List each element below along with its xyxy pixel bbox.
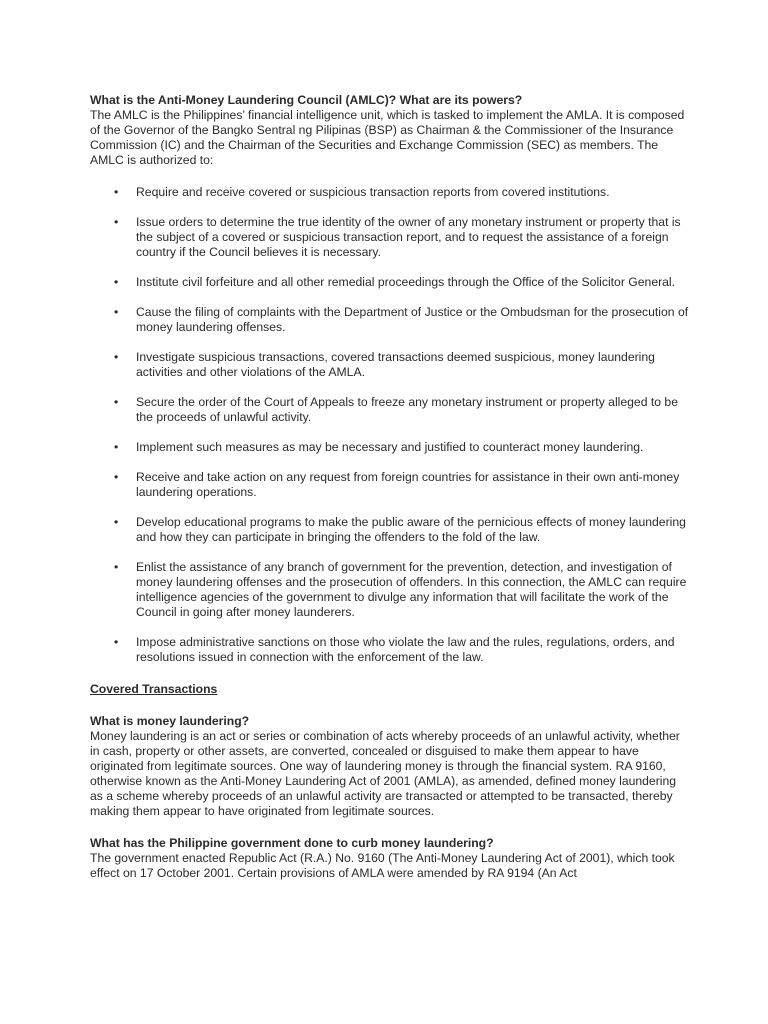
amlc-powers-list: [90, 185, 690, 665]
list-item: [90, 470, 690, 500]
list-item: [90, 515, 690, 545]
list-item: [90, 350, 690, 380]
list-item-text: Issue orders to determine the true identity of the owner of any monetary instrument or property that is the subject of a covered or suspicious transaction report, and to request the assistance of a foreign country if the Council believes it is necessary.: [136, 215, 681, 259]
bullet-icon: •: [114, 560, 119, 574]
list-item-text: Require and receive covered or suspicious transaction reports from covered institutions.: [136, 185, 610, 199]
bullet-icon: •: [114, 305, 119, 319]
bullet-icon: •: [114, 275, 119, 289]
bullet-icon: •: [114, 515, 119, 529]
bullet-icon: •: [114, 215, 119, 229]
list-item-text: Implement such measures as may be necessary and justified to counteract money laundering.: [136, 440, 644, 454]
bullet-icon: •: [114, 185, 119, 199]
list-item-text: Enlist the assistance of any branch of government for the prevention, detection, and investigation of money laundering offenses and the prosecution of offenders. In this connection, the AMLC can require intelligence agencies of the government to divulge any information that will facilitate the work of the Council in going after money launderers.: [136, 560, 687, 619]
list-item-text: Cause the filing of complaints with the Department of Justice or the Ombudsman for the prosecution of money laundering offenses.: [136, 305, 689, 334]
bullet-icon: •: [114, 350, 119, 364]
list-item: [90, 185, 690, 200]
list-item-text: Secure the order of the Court of Appeals to freeze any monetary instrument or property alleged to be the proceeds of unlawful activity.: [136, 395, 678, 424]
list-item: [90, 635, 690, 665]
covered-transactions-title: Covered Transactions: [90, 682, 218, 696]
money-laundering-section: [90, 714, 690, 819]
bullet-icon: •: [114, 635, 119, 649]
list-item-text: Impose administrative sanctions on those who violate the law and the rules, regulations, orders, and resolutions issued in connection with the enforcement of the law.: [136, 635, 675, 664]
list-item-text: Institute civil forfeiture and all other remedial proceedings through the Office of the Solicitor General.: [136, 275, 676, 289]
list-item: [90, 440, 690, 455]
list-item: [90, 215, 690, 260]
government-section: [90, 836, 690, 881]
list-item: [90, 275, 690, 290]
list-item: [90, 395, 690, 425]
bullet-icon: •: [114, 470, 119, 484]
bullet-icon: •: [114, 395, 119, 409]
list-item: [90, 560, 690, 620]
list-item-text: Receive and take action on any request from foreign countries for assistance in their own anti-money laundering operations.: [136, 470, 680, 499]
money-laundering-heading: What is money laundering?: [90, 714, 250, 728]
amlc-intro: The AMLC is the Philippines’ financial intelligence unit, which is tasked to implement the AMLA. It is composed of the Governor of the Bangko Sentral ng Pilipinas (BSP) as Chairman & the Commissioner of the Insurance Commission (IC) and the Chairman of the Securities and Exchange Commission (SEC) as members. The AMLC is authorized to:: [90, 108, 685, 167]
list-item-text: Develop educational programs to make the public aware of the pernicious effects of money laundering and how they can participate in bringing the offenders to the fold of the law.: [136, 515, 686, 544]
list-item: [90, 305, 690, 335]
government-heading: What has the Philippine government done to curb money laundering?: [90, 836, 494, 850]
money-laundering-body: Money laundering is an act or series or combination of acts whereby proceeds of an unlawful activity, whether in cash, property or other assets, are converted, concealed or disguised to make them appear to have originated from legitimate sources. One way of laundering money is through the financial system. RA 9160, otherwise known as the Anti-Money Laundering Act of 2001 (AMLA), as amended, defined money laundering as a scheme whereby proceeds of an unlawful activity are transacted or attempted to be transacted, thereby making them appear to have originated from legitimate sources.: [90, 729, 680, 818]
list-item-text: Investigate suspicious transactions, covered transactions deemed suspicious, money laundering activities and other violations of the AMLA.: [136, 350, 655, 379]
bullet-icon: •: [114, 440, 119, 454]
government-body: The government enacted Republic Act (R.A.) No. 9160 (The Anti-Money Laundering Act of 2001), which took effect on 17 October 2001. Certain provisions of AMLA were amended by RA 9194 (An Act: [90, 851, 675, 880]
amlc-heading: What is the Anti-Money Laundering Council (AMLC)? What are its powers?: [90, 93, 523, 107]
document-page: [90, 93, 690, 881]
